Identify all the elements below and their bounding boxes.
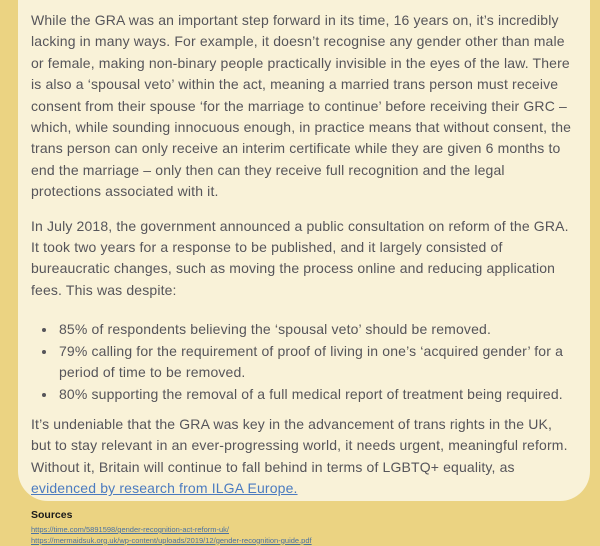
paragraph-conclusion	[31, 414, 575, 500]
sources-section	[31, 509, 312, 546]
source-link-mermaids[interactable]: https://mermaidsuk.org.uk/wp-content/uploads/2019/12/gender-recognition-guide.pdf	[31, 536, 312, 546]
sources-heading: Sources	[31, 509, 312, 522]
stat-medical-report: • 80% supporting the removal of a full medical report of treatment being required.	[57, 384, 575, 405]
conclusion-text: It’s undeniable that the GRA was key in the advancement of trans rights in the UK, but to stay relevant in an ever-progressing world, it needs urgent, meaningful reform. Without it, Britain will continue to fall behind in terms of LGBTQ+ equality, as	[31, 416, 568, 475]
ilga-europe-link[interactable]: evidenced by research from ILGA Europe.	[31, 480, 298, 496]
source-link-time[interactable]: https://time.com/5891598/gender-recognition-act-reform-uk/	[31, 525, 312, 536]
paragraph-consultation: In July 2018, the government announced a public consultation on reform of the GRA. It took two years for a response to be published, and it largely consisted of bureaucratic changes, such as moving the process online and reducing application fees. This was despite:	[31, 216, 575, 302]
content-card	[18, 0, 590, 501]
stat-spousal-veto: • 85% of respondents believing the ‘spousal veto’ should be removed.	[57, 319, 575, 340]
stat-proof-of-living: • 79% calling for the requirement of proof of living in one’s ‘acquired gender’ for a period of time to be removed.	[57, 341, 575, 384]
consultation-stats-list	[31, 319, 575, 405]
paragraph-gra-criticism: While the GRA was an important step forward in its time, 16 years on, it’s incredibly lacking in many ways. For example, it doesn’t recognise any gender other than male or female, making non-binary people practically invisible in the eyes of the law. There is also a ‘spousal veto’ within the act, meaning a married trans person must receive consent from their spouse ‘for the marriage to continue’ before receiving their GRC – which, while sounding innocuous enough, in practice means that without consent, the trans person can only receive an interim certificate while they are given 6 months to end the marriage – only then can they receive full recognition and the legal protections associated with it.	[31, 10, 575, 203]
